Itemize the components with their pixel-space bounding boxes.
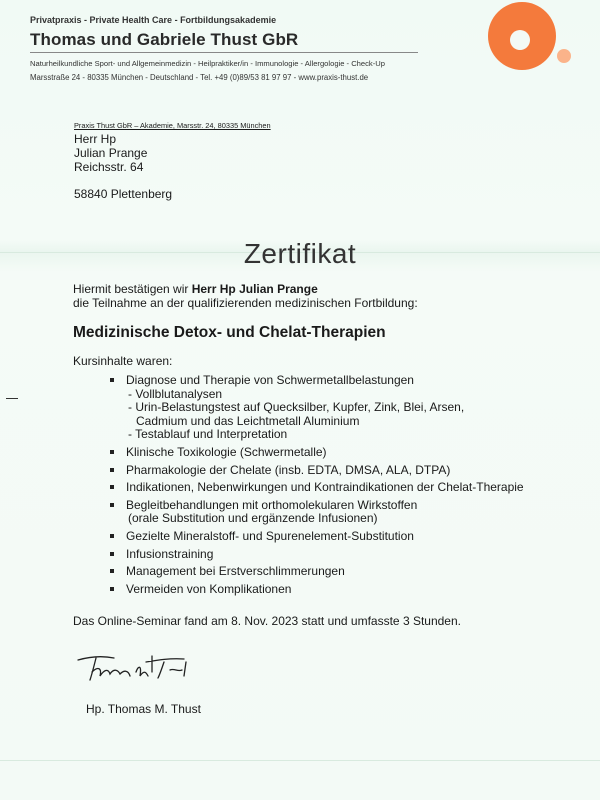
list-subitem: - Vollblutanalysen — [128, 386, 223, 401]
list-item — [110, 464, 580, 478]
list-item — [110, 481, 580, 495]
list-item — [110, 565, 580, 579]
signer-name: Hp. Thomas M. Thust — [86, 702, 201, 716]
list-item-text: Pharmakologie der Chelate (insb. EDTA, DMSA, ALA, DTPA) — [126, 462, 451, 477]
list-subitem: - Urin-Belastungstest auf Quecksilber, Kupfer, Zink, Blei, Arsen, — [128, 400, 465, 415]
margin-mark — [6, 398, 18, 399]
list-item — [110, 530, 580, 544]
list-subitem: Cadmium und das Leichtmetall Aluminium — [136, 413, 360, 428]
bullet-icon — [110, 534, 114, 538]
intro-line — [73, 282, 318, 296]
letterhead-tagline: Privatpraxis - Private Health Care - Fortbildungsakademie — [30, 15, 277, 25]
list-subitem: (orale Substitution und ergänzende Infusionen) — [128, 511, 378, 526]
list-item — [110, 374, 580, 442]
recipient-street: Reichsstr. 64 — [74, 160, 144, 174]
bullet-icon — [110, 450, 114, 454]
list-item — [110, 446, 580, 460]
sender-return-line: Praxis Thust GbR – Akademie, Marsstr. 24, 80335 München — [74, 121, 271, 130]
closing-statement: Das Online-Seminar fand am 8. Nov. 2023 statt und umfasste 3 Stunden. — [73, 614, 461, 628]
recipient-name: Julian Prange — [74, 146, 148, 160]
list-item-text: Vermeiden von Komplikationen — [126, 581, 292, 596]
list-subitem: - Testablauf und Interpretation — [128, 427, 288, 442]
bullet-icon — [110, 587, 114, 591]
contents-label: Kursinhalte waren: — [73, 354, 173, 368]
bullet-icon — [110, 468, 114, 472]
course-contents-list — [110, 374, 580, 600]
participant-name: Herr Hp Julian Prange — [191, 282, 318, 296]
course-title: Medizinische Detox- und Chelat-Therapien — [73, 324, 386, 341]
handwritten-signature — [74, 650, 204, 690]
bullet-icon — [110, 552, 114, 556]
bullet-icon — [110, 503, 114, 507]
paper-fold-line — [0, 760, 600, 761]
list-item — [110, 499, 580, 526]
letterhead-address: Marsstraße 24 - 80335 München - Deutschland - Tel. +49 (0)89/53 81 97 97 - www.praxis-thust.de — [30, 73, 369, 82]
list-item-text: Infusionstraining — [126, 546, 214, 561]
bullet-icon — [110, 569, 114, 573]
bullet-icon — [110, 378, 114, 382]
letterhead-services: Naturheilkundliche Sport- und Allgemeinmedizin - Heilpraktiker/in - Immunologie - Allergologie - Check-Up — [30, 59, 385, 68]
list-item-text: Indikationen, Nebenwirkungen und Kontraindikationen der Chelat-Therapie — [126, 480, 524, 495]
bullet-icon — [110, 485, 114, 489]
intro-line-2: die Teilnahme an der qualifizierenden medizinischen Fortbildung: — [73, 296, 418, 310]
list-item — [110, 583, 580, 597]
list-item-text: Diagnose und Therapie von Schwermetallbelastungen — [126, 373, 414, 387]
recipient-salutation: Herr Hp — [74, 132, 117, 146]
intro-prefix: Hiermit bestätigen wir — [73, 282, 192, 296]
list-item-text: Management bei Erstverschlimmerungen — [126, 564, 345, 579]
certificate-title: Zertifikat — [243, 238, 357, 269]
list-item-text: Gezielte Mineralstoff- und Spurenelement-Substitution — [126, 528, 414, 543]
list-item-text: Klinische Toxikologie (Schwermetalle) — [126, 444, 327, 459]
practice-logo — [462, 0, 582, 75]
letterhead-company-name: Thomas und Gabriele Thust GbR — [30, 30, 299, 49]
recipient-city: 58840 Plettenberg — [74, 187, 173, 201]
list-item-text: Begleitbehandlungen mit orthomolekularen Wirkstoffen — [126, 497, 418, 512]
letterhead-divider — [30, 52, 418, 53]
list-item — [110, 548, 580, 562]
